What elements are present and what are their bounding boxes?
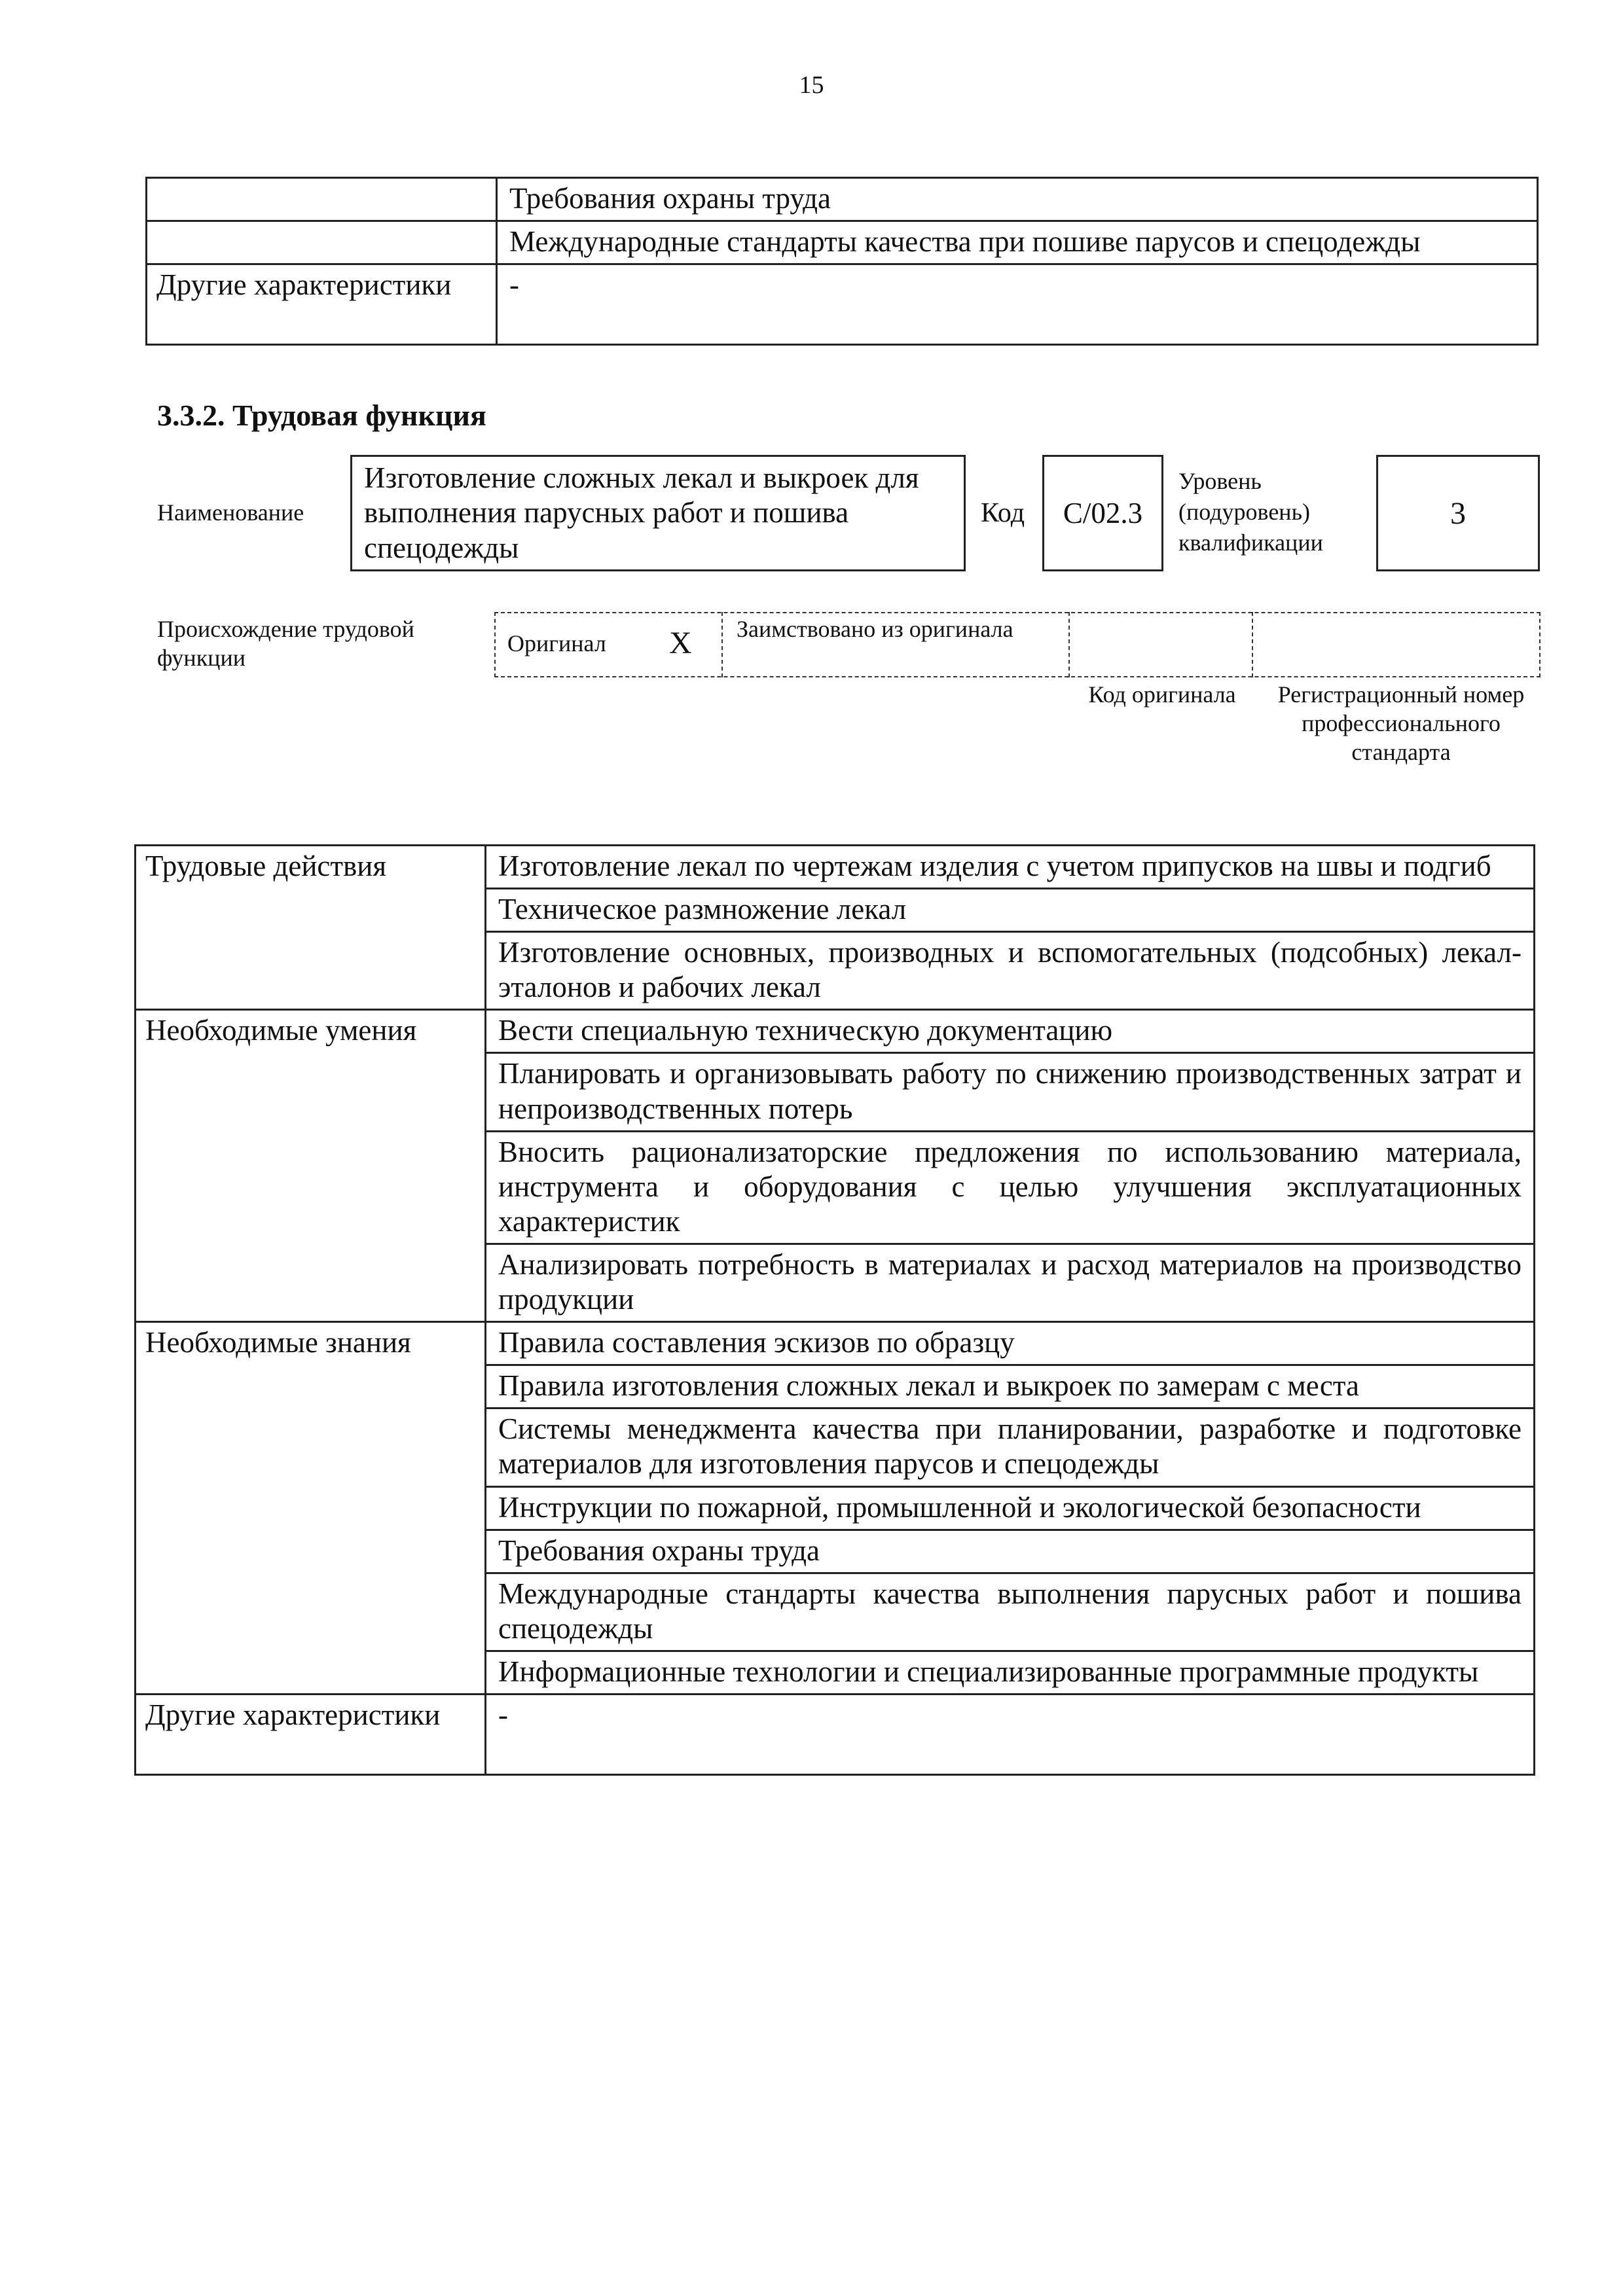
table-cell: Анализировать потребность в материалах и расход материалов на производство продукции <box>486 1244 1535 1321</box>
origin-label: Происхождение трудовой функции <box>157 616 414 671</box>
row-label: Трудовые действия <box>136 846 486 1010</box>
table-cell: Системы менеджмента качества при планировании, разработке и подготовке материалов для изготовления парусов и спецодежды <box>486 1408 1535 1486</box>
code-box <box>1042 455 1163 571</box>
code-value: C/02.3 <box>1063 497 1143 529</box>
table-cell: Инструкции по пожарной, промышленной и экологической безопасности <box>486 1486 1535 1530</box>
table-cell: Требования охраны труда <box>486 1530 1535 1573</box>
page-number: 15 <box>799 71 824 99</box>
function-name: Изготовление сложных лекал и выкроек для выполнения парусных работ и пошива спецодежды <box>364 461 919 564</box>
table-cell: Изготовление лекал по чертежам изделия с учетом припусков на швы и подгиб <box>486 846 1535 889</box>
table-cell: - <box>497 264 1538 345</box>
level-label: Уровень (подуровень) квалификации <box>1178 468 1323 556</box>
empty-cell <box>147 221 497 264</box>
table-cell: Изготовление основных, производных и вспомогательных (подсобных) лекал-эталонов и рабочих лекал <box>486 932 1535 1010</box>
code-original-caption: Код оригинала <box>1088 681 1236 708</box>
divider <box>1252 612 1253 677</box>
main-table <box>134 844 1535 1776</box>
row-label: Другие характеристики <box>136 1694 486 1774</box>
empty-cell <box>147 178 497 221</box>
table-cell: Международные стандарты качества при пошиве парусов и спецодежды <box>497 221 1538 264</box>
divider <box>1068 612 1070 677</box>
table-cell: Информационные технологии и специализированные программные продукты <box>486 1651 1535 1694</box>
table-cell: Планировать и организовывать работу по снижению производственных затрат и непроизводственных потерь <box>486 1053 1535 1131</box>
table-cell: Правила изготовления сложных лекал и выкроек по замерам с места <box>486 1365 1535 1408</box>
table-cell: Правила составления эскизов по образцу <box>486 1322 1535 1365</box>
borrowed-label: Заимствовано из оригинала <box>737 616 1013 642</box>
code-label: Код <box>981 498 1025 528</box>
table-cell: Международные стандарты качества выполнения парусных работ и пошива спецодежды <box>486 1573 1535 1651</box>
function-name-box <box>350 455 966 571</box>
level-box <box>1376 455 1540 571</box>
row-label: Необходимые знания <box>136 1322 486 1695</box>
original-mark: X <box>669 626 692 660</box>
reg-number-caption: Регистрационный номер профессионального стандарта <box>1277 681 1525 765</box>
table-cell: Техническое размножение лекал <box>486 889 1535 932</box>
table-cell: Требования охраны труда <box>497 178 1538 221</box>
original-label: Оригинал <box>507 630 606 656</box>
section-title: 3.3.2. Трудовая функция <box>157 399 486 432</box>
name-label: Наименование <box>157 499 304 526</box>
table-cell: Вести специальную техническую документацию <box>486 1010 1535 1053</box>
table-cell: - <box>486 1694 1535 1774</box>
row-label: Необходимые умения <box>136 1010 486 1322</box>
row-label: Другие характеристики <box>147 264 497 345</box>
divider <box>721 612 723 677</box>
top-table <box>145 177 1539 346</box>
level-value: 3 <box>1450 495 1466 531</box>
table-cell: Вносить рационализаторские предложения по использованию материала, инструмента и оборудования с целью улучшения эксплуатационных характеристик <box>486 1131 1535 1244</box>
